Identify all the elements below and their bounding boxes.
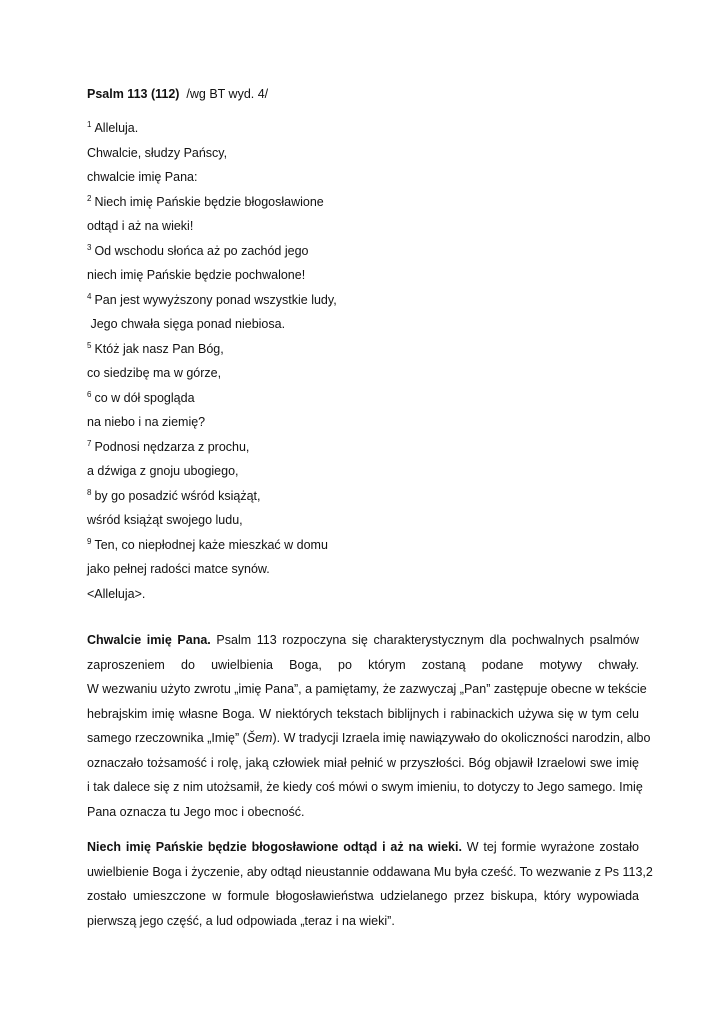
commentary-line: W wezwaniu użyto zwrotu „imię Pana”, a pamiętamy, że zazwyczaj „Pan” zastępuje obecne w tekście <box>87 682 647 696</box>
verse-number: 5 <box>87 341 92 350</box>
verse-line: $^8$ by go posadzić wśród książąt, <box>87 488 261 503</box>
verse-line: <Alleluja>. <box>87 587 146 601</box>
verse-line: $^1$ Alleluja. <box>87 120 139 135</box>
commentary-heading: Chwalcie imię Pana. <box>87 633 211 647</box>
commentary-line: i tak dalece się z nim utożsamił, że kiedy coś mówi o swym imieniu, to dotyczy to Jego samego. Imię <box>87 780 643 794</box>
verse-number: 7 <box>87 439 92 448</box>
verse-line: niech imię Pańskie będzie pochwalone! <box>87 268 306 282</box>
verse-line: jako pełnej radości matce synów. <box>87 562 270 576</box>
commentary-line: zostało umieszczone w formule błogosławieństwa udzielanego przez biskupa, który wypowiada <box>87 889 639 903</box>
verse-line: Jego chwała sięga ponad niebiosa. <box>87 317 286 331</box>
verse-number: 1 <box>87 120 92 129</box>
verse-line: wśród książąt swojego ludu, <box>87 513 243 527</box>
verse-number: 6 <box>87 390 92 399</box>
verse-number: 2 <box>87 194 92 203</box>
verse-number: 4 <box>87 292 92 301</box>
commentary-line: oznaczało tożsamość i rolę, jaką człowiek miał pełnić w przyszłości. Bóg objawił Izraelowi swe imię <box>87 755 639 770</box>
commentary-line: hebrajskim imię własne Boga. W niektórych tekstach biblijnych i rabinackich używa się w tym celu <box>87 706 639 721</box>
psalm-title-edition: /wg BT wyd. 4/ <box>186 87 269 101</box>
commentary-paragraph-1 <box>87 628 651 824</box>
verse-line: $^7$ Podnosi nędzarza z prochu, <box>87 439 250 454</box>
commentary-line: zaproszeniem do uwielbienia Boga, po którym zostaną podane motywy chwały. <box>87 657 639 672</box>
verse-line: a dźwiga z gnoju ubogiego, <box>87 464 239 478</box>
psalm-title-bold: Psalm 113 (112) <box>87 87 180 101</box>
commentary-line: samego rzeczownika „Imię” (Šem). W tradycji Izraela imię nawiązywało do okoliczności narodzin, albo <box>87 731 651 745</box>
verse-line: $^5$ Któż jak nasz Pan Bóg, <box>87 341 224 356</box>
commentary-line: Pana oznacza tu Jego moc i obecność. <box>87 804 305 819</box>
verse-line: na niebo i na ziemię? <box>87 415 206 429</box>
verse-number: 8 <box>87 488 92 497</box>
verse-line: Chwalcie, słudzy Pańscy, <box>87 146 228 160</box>
commentary-line: pierwszą jego część, a lud odpowiada „teraz i na wieki”. <box>87 913 395 928</box>
verse-line: $^4$ Pan jest wywyższony ponad wszystkie ludy, <box>87 292 337 307</box>
verse-line: odtąd i aż na wieki! <box>87 219 194 233</box>
verse-line: $^3$ Od wschodu słońca aż po zachód jego <box>87 243 309 258</box>
verse-line: $^9$ Ten, co niepłodnej każe mieszkać w domu <box>87 537 328 552</box>
commentary-line: Chwalcie imię Pana. Psalm 113 rozpoczyna się charakterystycznym dla pochwalnych psalmów <box>87 633 640 647</box>
commentary-heading: Niech imię Pańskie będzie błogosławione odtąd i aż na wieki. <box>87 840 462 854</box>
commentary-line: Niech imię Pańskie będzie błogosławione odtąd i aż na wieki. W tej formie wyrażone zostało <box>87 840 639 854</box>
verse-line: co siedzibę ma w górze, <box>87 366 222 380</box>
commentary-paragraph-2 <box>87 835 653 933</box>
verse-number: 9 <box>87 537 92 546</box>
verse-line: $^2$ Niech imię Pańskie będzie błogosławione <box>87 194 324 209</box>
verse-line: $^6$ co w dół spogląda <box>87 390 195 405</box>
verse-number: 3 <box>87 243 92 252</box>
commentary-line: uwielbienie Boga i życzenie, aby odtąd nieustannie oddawana Mu była cześć. To wezwanie z Ps 113,2 <box>87 864 653 879</box>
verse-line: chwalcie imię Pana: <box>87 170 198 184</box>
psalm-title <box>87 86 268 102</box>
